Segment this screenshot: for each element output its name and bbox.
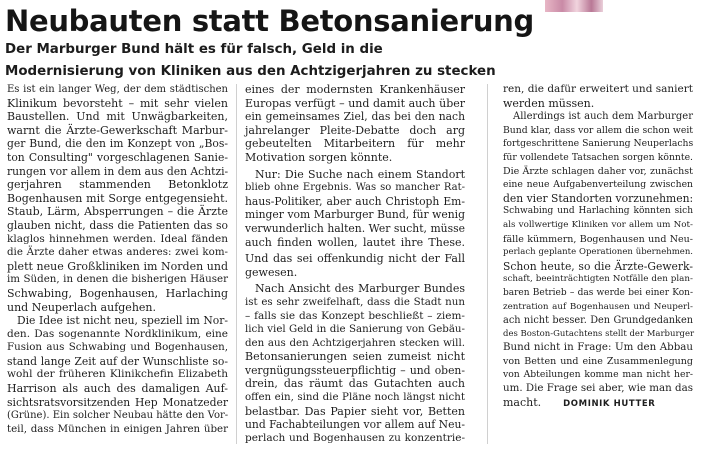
article-column-2 <box>245 83 465 445</box>
text-line: Es ist ein langer Weg, der dem städtischen <box>7 84 228 95</box>
text-line: Nur: Die Suche nach einem Standort <box>255 167 465 181</box>
text-line: Schwabing, Bogenhausen, Harlaching <box>7 286 228 300</box>
column-divider <box>236 84 237 444</box>
text-line: Die Ärzte schlagen daher vor, zunächst <box>503 165 693 177</box>
text-line: baren Betrieb – das werde bei einer Kon- <box>503 287 693 298</box>
text-line: den aus den Achtzigerjahren stecken will. <box>245 336 465 349</box>
text-line: für vollendete Tatsachen sorgen könnte. <box>503 151 693 163</box>
text-line: als vollwertige Kliniken vor allem um Not- <box>503 219 693 230</box>
text-line: perlach geplante Operationen übernehmen. <box>503 247 693 258</box>
text-line: den. Das sogenannte Nordklinikum, eine <box>7 327 228 340</box>
text-line: und Fachabteilungen vor allem auf Neu- <box>245 418 465 432</box>
text-line: fälle kümmern, Bogenhausen und Neu- <box>503 233 693 245</box>
text-line: Schwabing und Harlaching könnten sich <box>503 206 693 217</box>
text-line: Schon heute, so die Ärzte-Gewerk- <box>503 259 693 273</box>
text-line: Betonsanierungen seien zumeist nicht <box>245 350 465 364</box>
text-line: Und das sei offenkundig nicht der Fall <box>245 252 465 266</box>
text-line: des Boston-Gutachtens stellt der Marburger <box>503 328 695 339</box>
text-line: rungen vor allem in dem aus den Achtzi- <box>7 164 229 178</box>
text-line: warnt die Ärzte-Gewerkschaft Marbur- <box>7 123 228 137</box>
headline: Neubauten statt Betonsanierung <box>5 4 534 38</box>
text-line: eines der modernsten Krankenhäuser <box>245 83 465 96</box>
text-line: teil, dass München in einigen Jahren über <box>7 422 228 435</box>
text-line: Motivation sorgen könnte. <box>245 150 393 164</box>
text-line: lich viel Geld in die Sanierung von Gebäu- <box>245 323 465 336</box>
text-line: ach nicht besser. Den Grundgedanken <box>503 315 693 327</box>
text-line-end: macht. <box>503 395 542 409</box>
text-line: von Abteilungen komme man nicht her- <box>503 369 693 381</box>
text-line: wohl der früheren Klinikchefin Elizabeth <box>7 368 228 381</box>
text-line: und Neuperlach aufgehen. <box>7 300 156 314</box>
text-line: perlach und Bogenhausen zu konzentrie- <box>245 431 465 444</box>
text-line: drein, das räumt das Gutachten auch <box>245 377 465 391</box>
text-line: Bogenhausen mit Sorge entgegensieht. <box>7 191 228 205</box>
text-line: verwunderlich halten. Wer sucht, müsse <box>245 221 465 235</box>
text-line: den vier Standorten vorzunehmen: <box>503 191 694 205</box>
text-line: auch finden wollen, lautet ihre These. <box>245 235 465 249</box>
text-line: Allerdings ist auch dem Marburger <box>513 111 693 123</box>
text-line: Bund klar, dass vor allem die schon weit <box>503 124 693 136</box>
article-column-3 <box>503 83 693 409</box>
text-line: um. Die Frage sei aber, wie man das <box>503 382 693 395</box>
text-line: blieb ohne Ergebnis. Was so mancher Rat- <box>245 182 465 194</box>
text-line: offen ein, sind die Pläne noch längst nicht <box>245 391 465 404</box>
text-line: im Süden, in denen die bisherigen Häuser <box>7 273 228 286</box>
text-line <box>503 396 693 410</box>
article-column-1 <box>7 83 228 436</box>
text-line: (Grüne). Ein solcher Neubau hätte den Vor- <box>7 410 229 422</box>
text-line: ein gemeinsames Ziel, das bei den nach <box>245 110 465 124</box>
corner-photo-strip <box>545 0 603 12</box>
text-line: Baustellen. Und mit Unwägbarkeiten, <box>7 110 228 124</box>
text-line: stand lange Zeit auf der Wunschliste so- <box>7 354 228 368</box>
text-line: glauben nicht, dass die Patienten das so <box>7 218 228 232</box>
text-line: haus-Politiker, aber auch Christoph Em- <box>245 194 465 208</box>
text-line: ist es sehr zweifelhaft, dass die Stadt nun <box>245 295 465 308</box>
text-line: klaglos hinnehmen werden. Ideal fänden <box>7 232 228 245</box>
text-line: ger Bund, die den im Konzept von „Bos- <box>7 137 228 151</box>
text-line: belastbar. Das Papier sieht vor, Betten <box>245 404 465 418</box>
text-line: fortgeschrittene Sanierung Neuperlachs <box>503 138 694 150</box>
text-line: gerjahren stammenden Betonklotz <box>7 178 228 192</box>
text-line: die Ärzte daher etwas anderes: zwei kom- <box>7 246 228 259</box>
text-line: gebeutelten Mitarbeitern für mehr <box>245 137 465 151</box>
text-line: zentration auf Bogenhausen und Neuperl- <box>503 301 693 312</box>
author-byline: DOMINIK HUTTER <box>563 398 656 409</box>
text-line: jahrelanger Pleite-Debatte doch arg <box>245 123 465 137</box>
text-line: schaft, beeinträchtigten Notfälle den plan- <box>503 274 693 285</box>
subheadline-line-1: Der Marburger Bund hält es für falsch, Geld in die <box>5 42 383 57</box>
text-line: ren, die dafür erweitert und saniert <box>503 83 693 95</box>
text-line: eine neue Aufgabenverteilung zwischen <box>503 179 693 191</box>
text-line: Nach Ansicht des Marburger Bundes <box>255 282 465 296</box>
text-line: vergnügungssteuerpflichtig – und oben- <box>245 363 465 377</box>
text-line: minger vom Marburger Bund, für wenig <box>245 208 465 222</box>
text-line: werden müssen. <box>503 96 595 110</box>
text-line: Staub, Lärm, Absperrungen – die Ärzte <box>7 205 228 219</box>
text-line: Harrison als auch des damaligen Auf- <box>7 382 228 396</box>
text-line: Die Idee ist nicht neu, speziell im Nor- <box>17 314 228 328</box>
text-line: gewesen. <box>245 265 298 279</box>
subheadline-line-2: Modernisierung von Kliniken aus den Achtzigerjahren zu stecken <box>5 64 496 79</box>
text-line: Bund nicht in Frage: Um den Abbau <box>503 341 693 354</box>
column-divider <box>487 84 488 444</box>
text-line: von Betten und eine Zusammenlegung <box>503 355 693 367</box>
text-line: plett neue Großkliniken im Norden und <box>7 259 228 273</box>
text-line: ton Consulting" vorgeschlagenen Sanie- <box>7 150 228 164</box>
text-line: Fusion aus Schwabing und Bogenhausen, <box>7 341 228 354</box>
text-line: – falls sie das Konzept beschließt – ziem- <box>245 309 465 322</box>
text-line: sichtsratsvorsitzenden Hep Monatzeder <box>7 395 228 409</box>
text-line: Klinikum bevorsteht – mit sehr vielen <box>7 96 228 110</box>
text-line: Europas verfügt – und damit auch über <box>245 96 465 110</box>
